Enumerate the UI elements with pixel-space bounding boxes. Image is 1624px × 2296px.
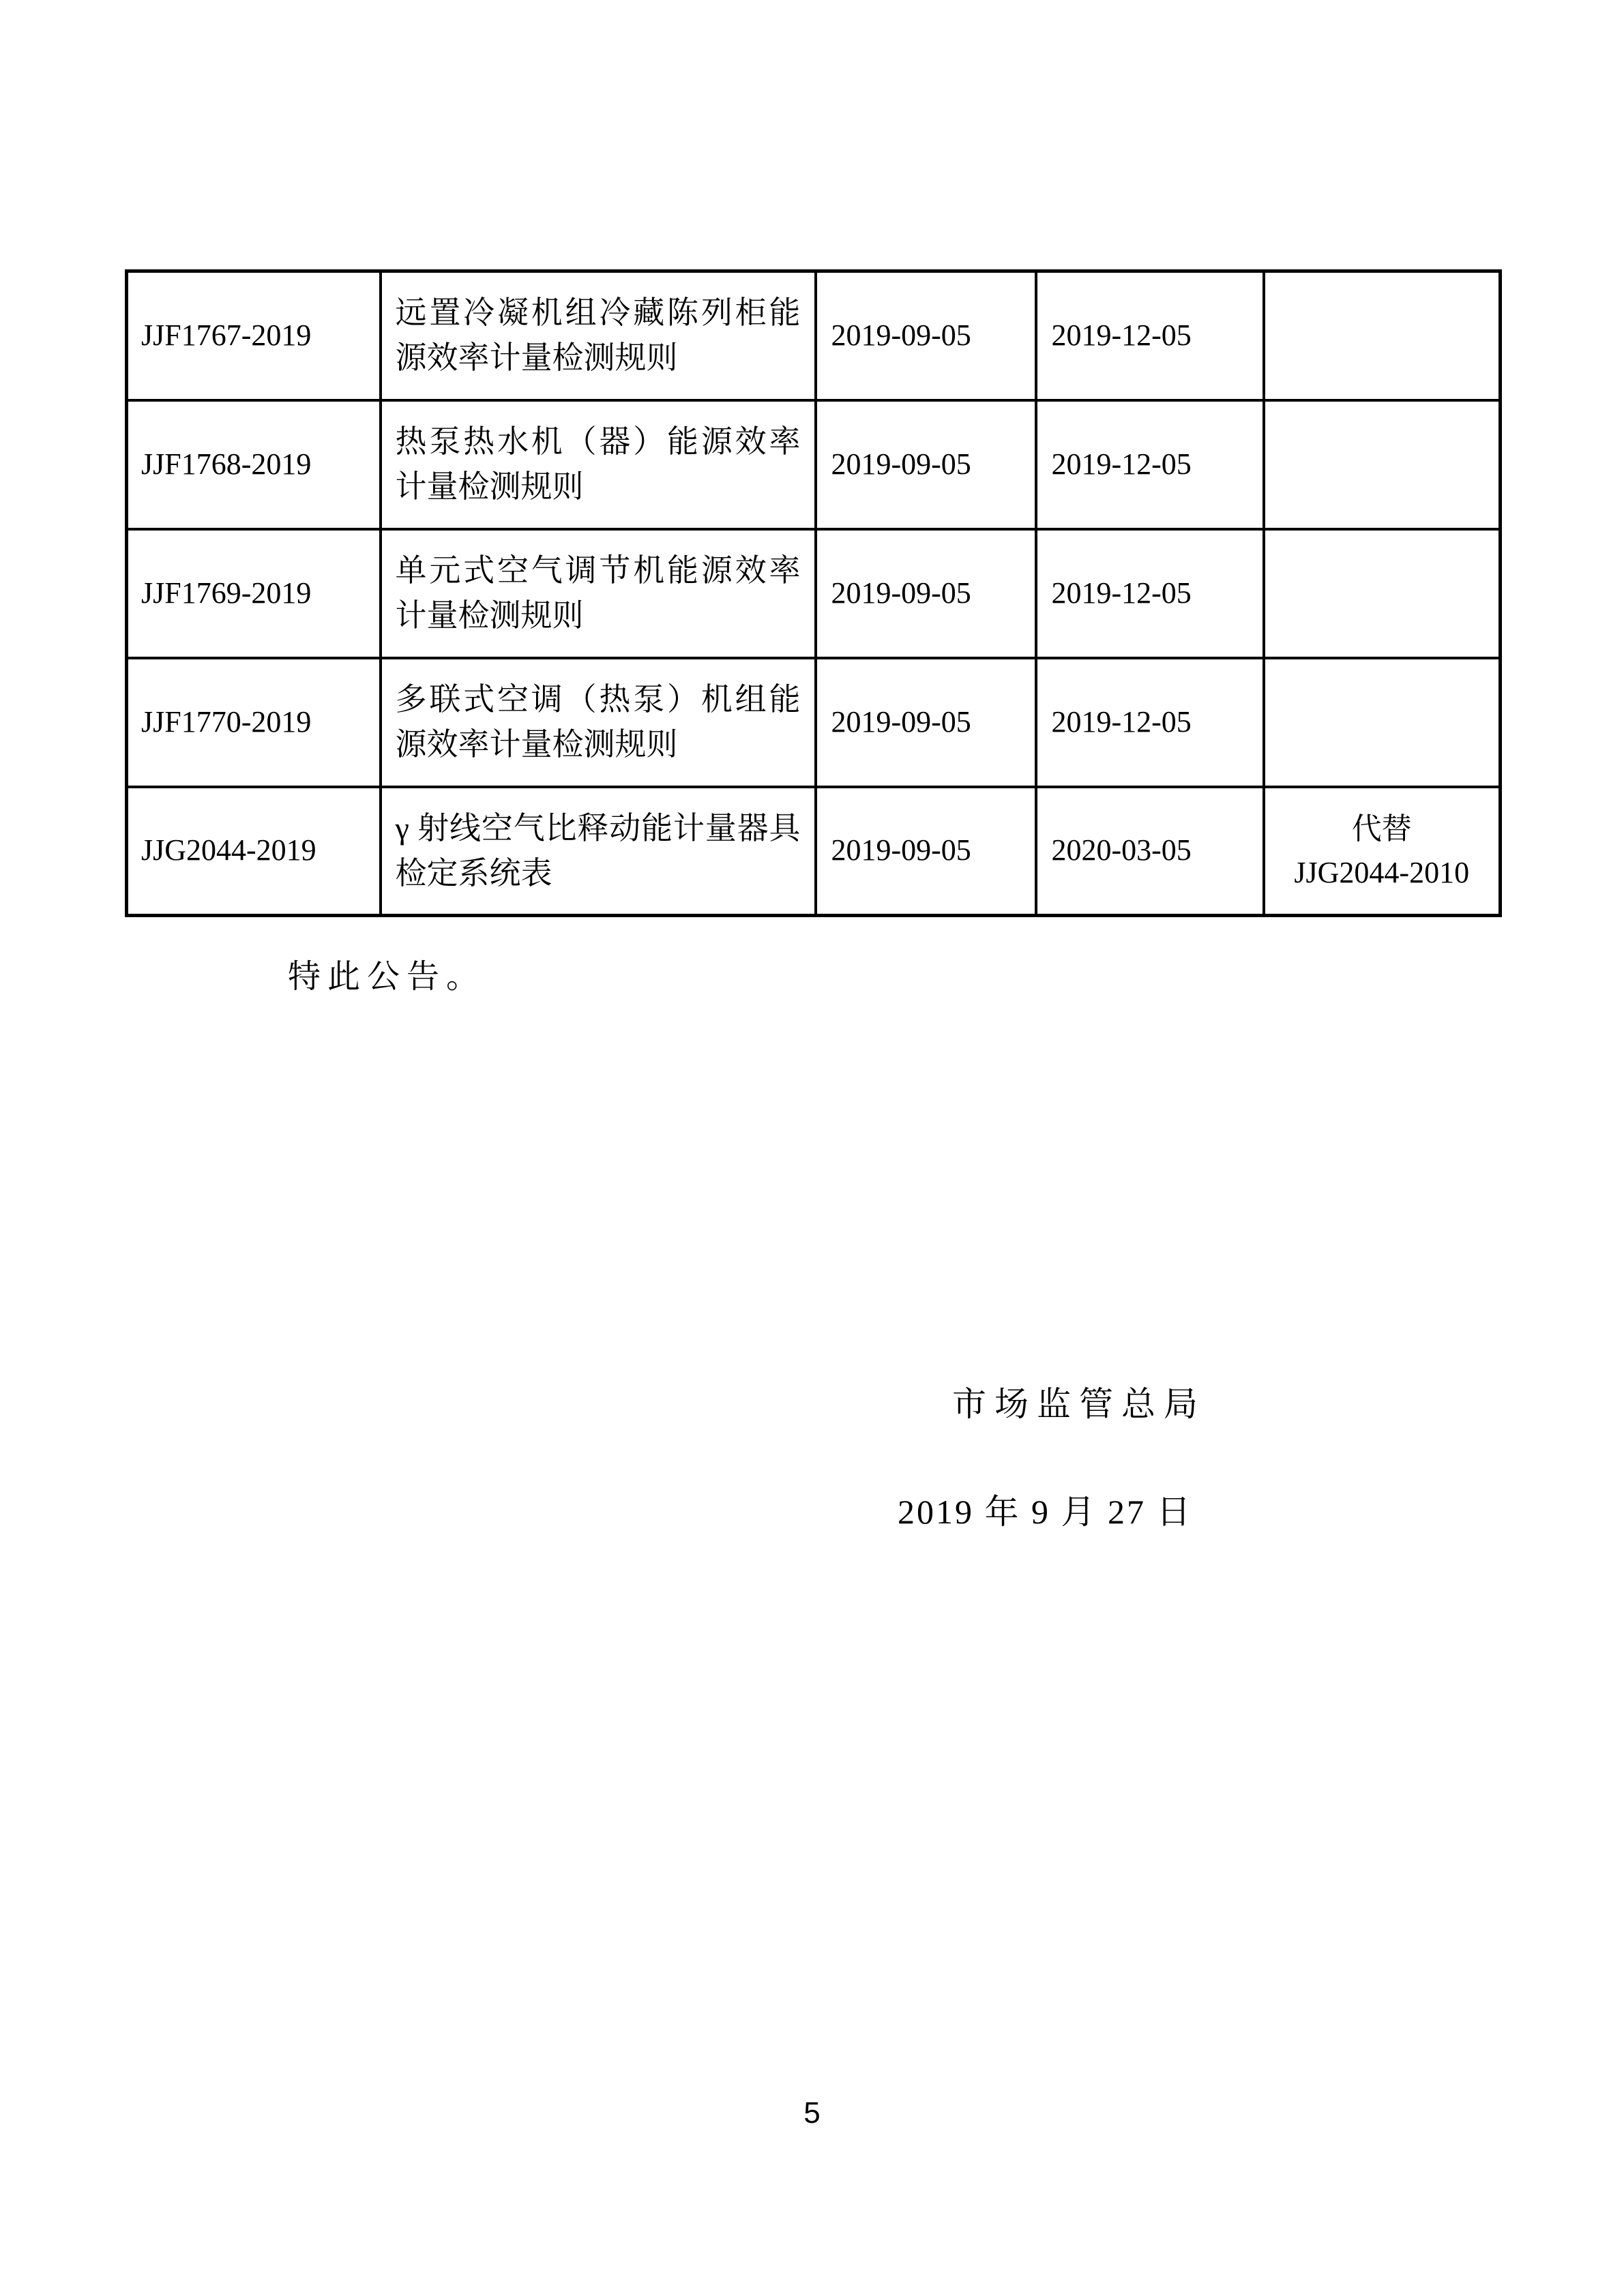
table-row [127, 529, 1501, 658]
remark-cell [1264, 400, 1501, 529]
signature-organization: 市场监管总局 [952, 1385, 1206, 1423]
standard-code-cell: JJF1770-2019 [127, 658, 381, 787]
table-row [127, 658, 1501, 787]
table-row [127, 400, 1501, 529]
remark-cell [1264, 658, 1501, 787]
standard-name-cell: 热泵热水机（器）能源效率计量检测规则 [381, 400, 816, 529]
standard-name-cell: 多联式空调（热泵）机组能源效率计量检测规则 [381, 658, 816, 787]
signature-date: 2019 年 9 月 27 日 [898, 1493, 1193, 1531]
implementation-date-cell: 2019-12-05 [1036, 271, 1264, 400]
closing-statement: 特此公告。 [288, 959, 486, 995]
standard-code-cell: JJF1767-2019 [127, 271, 381, 400]
remark-line-1: 代替 [1351, 811, 1412, 846]
approval-date-cell: 2019-09-05 [816, 400, 1036, 529]
approval-date-cell: 2019-09-05 [816, 658, 1036, 787]
standard-name-cell: γ 射线空气比释动能计量器具检定系统表 [381, 787, 816, 916]
implementation-date-cell: 2019-12-05 [1036, 400, 1264, 529]
standard-name-cell: 远置冷凝机组冷藏陈列柜能源效率计量检测规则 [381, 271, 816, 400]
standard-code-cell: JJF1768-2019 [127, 400, 381, 529]
implementation-date-cell: 2019-12-05 [1036, 658, 1264, 787]
remark-cell [1264, 271, 1501, 400]
table-row [127, 271, 1501, 400]
standards-table [125, 269, 1502, 917]
standard-name-cell: 单元式空气调节机能源效率计量检测规则 [381, 529, 816, 658]
remark-cell [1264, 787, 1501, 916]
approval-date-cell: 2019-09-05 [816, 787, 1036, 916]
table-row [127, 787, 1501, 916]
remark-line-2: JJG2044-2010 [1294, 855, 1470, 889]
standard-code-cell: JJG2044-2019 [127, 787, 381, 916]
implementation-date-cell: 2019-12-05 [1036, 529, 1264, 658]
remark-cell [1264, 529, 1501, 658]
implementation-date-cell: 2020-03-05 [1036, 787, 1264, 916]
approval-date-cell: 2019-09-05 [816, 271, 1036, 400]
page-number: 5 [803, 2096, 821, 2130]
approval-date-cell: 2019-09-05 [816, 529, 1036, 658]
standard-code-cell: JJF1769-2019 [127, 529, 381, 658]
